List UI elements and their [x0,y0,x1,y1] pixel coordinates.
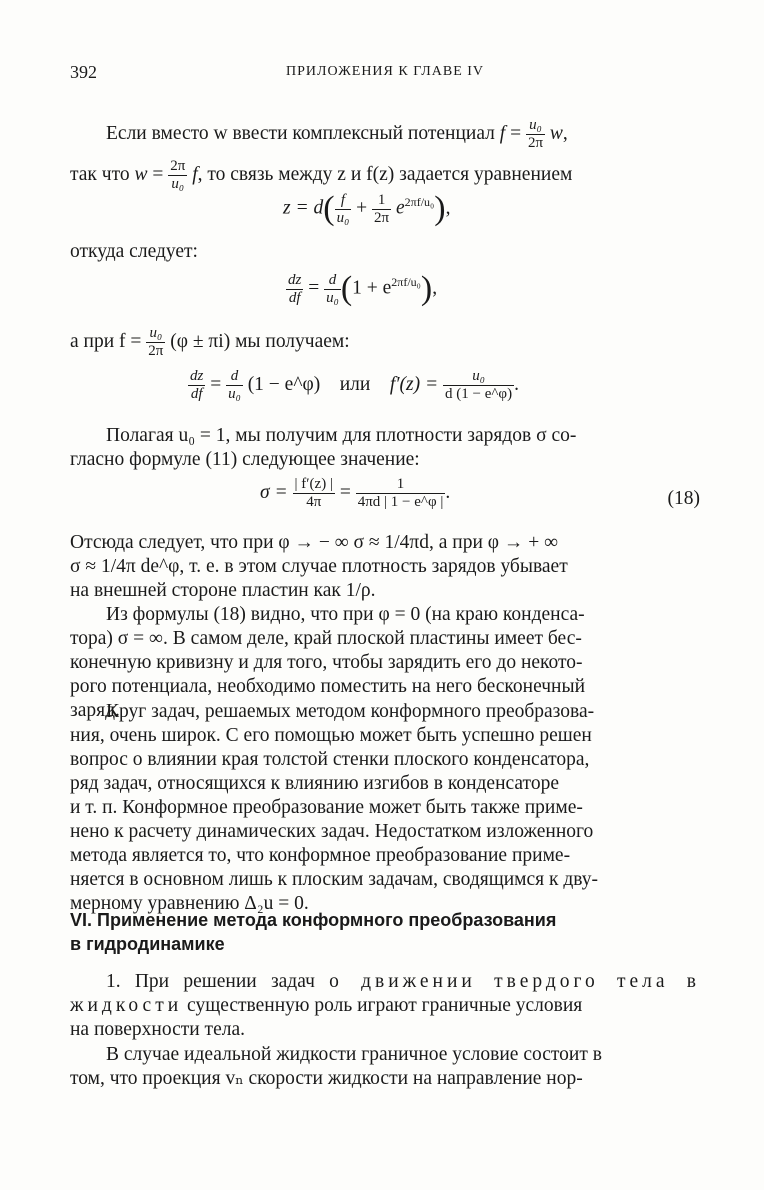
para1-line2-b: , то связь между z и f(z) задается уравнением [197,163,573,185]
paragraph-5: Круг задач, решаемых методом конформного преобразова- ния, очень широк. С его помощью может быть успешно решен вопрос о влиянии края толстой стенки плоского конденсатора, ряд задач, относящихся к влиянию изгибов в конденсаторе и т. п. Конформное преобразование может быть также приме- нено к расчету динамических задач. Недостатком изложенного метода является то, что конформное преобразование приме- няется в основном лишь к плоским задачам, сводящимся к дву- мерному уравнению Δ₂u = 0. [70,701,599,914]
text-a-pri: а при f = $\frac{\text{u₀}}{2\pi}$ (φ ± πi) мы получаем: [70,325,350,359]
paragraph-3: Отсюда следует, что при φ → − ∞ σ ≈ 1/4πd, а при φ → + ∞ σ ≈ 1/4π de^φ, т. е. в этом случае плотность зарядов убывает на внешней стороне пластин как 1/ρ. [70,532,568,601]
equation-dz-df: $\frac{dz}{df}$ = $\frac{d}{\text{u₀}}$ $(1 + e^{2\pi f/u_0})$, [288,270,438,307]
paragraph-4: Из формулы (18) видно, что при φ = 0 (на краю конденса- тора) σ = ∞. В самом деле, край плоской пластины имеет бес- конечную кривизну и для того, чтобы зарядить его до некото- рого потенциала, необходимо поместить на него бесконечный заряд. [70,604,586,721]
section-heading: VI. Применение метода конформного преобразования в гидродинамике [70,910,557,954]
page-number: 392 [70,62,97,82]
w-formula: w = $\frac{2\pi}{\text{u₀}}$ f [134,158,198,192]
equation-number: (18) [667,488,700,509]
paragraph-2: Полагая u₀ = 1, мы получим для плотности зарядов σ со- гласно формуле (11) следующее значение: [70,425,577,470]
equation-z: z = d( $\frac{f}{\text{u₀}}$ + $\frac{1}{2\pi}$ $e^{2\pi f/u_0}$), [283,190,451,227]
paragraph-6: 1. При решении задач о движении твердого тела в жидкости существенную роль играют граничные условия на поверхности тела. [70,971,700,1040]
para1-line2-a: так что [70,163,130,185]
potential-formula: f = $\frac{\text{u₀}}{2\pi}$ w, [499,117,568,151]
paragraph-1 [70,117,700,193]
paragraph-7: В случае идеальной жидкости граничное условие состоит в том, что проекция vₙ скорости жидкости на направление нор- [70,1044,602,1089]
running-head: ПРИЛОЖЕНИЯ К ГЛАВЕ IV [285,64,485,79]
equation-18: σ = $\frac{| f'(z) |}{4\pi}$ = $\frac{1}{4\pi d | 1 - e\^{}\varphi |}$ . [260,476,451,510]
page-header [70,62,700,88]
para1-line1: Если вместо w ввести комплексный потенциал [106,122,495,144]
text-otkuda: откуда следует: [70,241,198,262]
equation-f-prime: $\frac{dz}{df}$ = $\frac{d}{\text{u₀}}$ (1 − e^φ) или f′(z) = $\frac{\text{u₀}}{d (1 - e\^{}\varphi)}$ . [190,368,519,402]
